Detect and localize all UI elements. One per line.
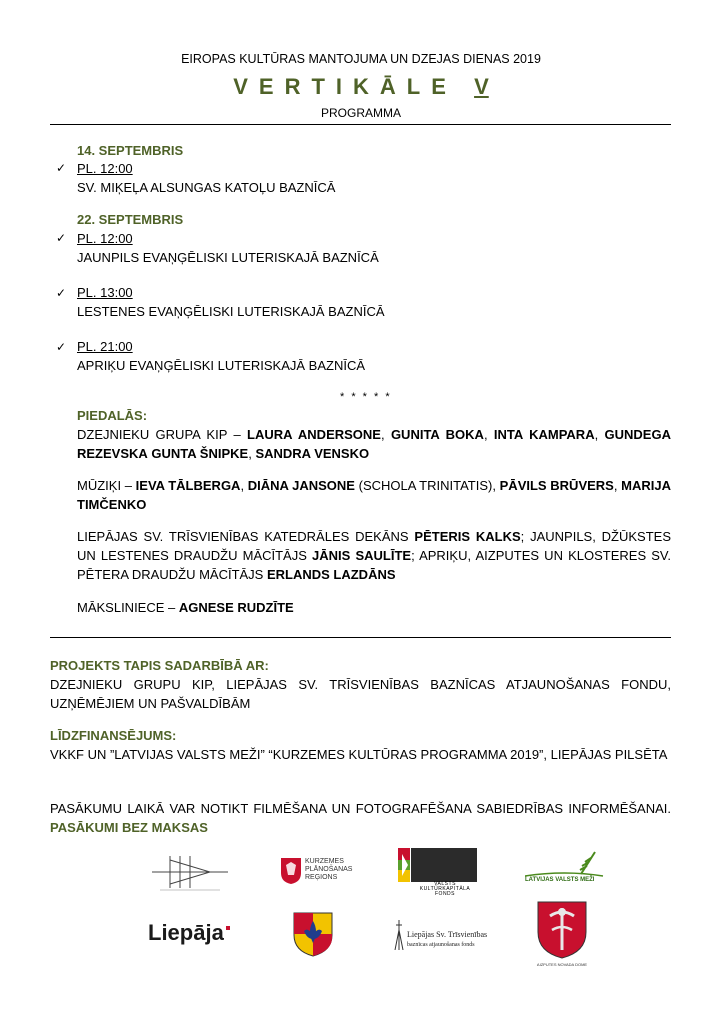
- artist-line: [77, 598, 671, 617]
- clergy-name: ERLANDS LAZDĀNS: [266, 567, 396, 582]
- event-time: PL. 21:00: [77, 339, 133, 354]
- event-time: PL. 13:00: [77, 285, 133, 300]
- musician-note: (SCHOLA TRINITATIS),: [354, 478, 500, 493]
- vkkf-logo-graphic: [398, 848, 478, 882]
- cooperation-heading: PROJEKTS TAPIS SADARBĪBĀ AR:: [50, 658, 269, 673]
- event-title: EIROPAS KULTŪRAS MANTOJUMA UN DZEJAS DIENAS 2019: [181, 52, 541, 66]
- kip-logo-graphic: [150, 852, 230, 892]
- municipality-coat-of-arms: [292, 911, 334, 957]
- clergy-name: PĒTERIS KALKS: [414, 529, 521, 544]
- separator-stars: * * * * *: [340, 391, 392, 403]
- notice-body: PASĀKUMU LAIKĀ VAR NOTIKT FILMĒŠANA UN FOTOGRAFĒŠANA SABIEDRĪBAS INFORMĒŠANAI.: [50, 801, 671, 816]
- checkmark-icon: ✓: [56, 231, 67, 245]
- event-time: PL. 12:00: [77, 231, 133, 246]
- aizpute-shield-icon: [536, 900, 588, 960]
- lvm-tree-icon: [525, 850, 605, 880]
- event-place: APRIĶU EVAŅĢĒLISKI LUTERISKAJĀ BAZNĪCĀ: [77, 358, 366, 373]
- kip-logo: [150, 852, 230, 892]
- checkmark-icon: ✓: [56, 286, 67, 300]
- poet-name: GUNTA ŠNIPKE: [151, 446, 249, 461]
- clergy-paragraph: [77, 527, 671, 584]
- event-item: [77, 159, 671, 197]
- aizpute-caption: AIZPUTES NOVADA DOME: [536, 962, 588, 967]
- poet-name: GUNDEGA REZEVSKA: [77, 427, 671, 461]
- event-item: [77, 229, 671, 267]
- musician-name: DIĀNA JANSONE: [247, 478, 355, 493]
- kurzeme-shield-icon: [280, 857, 302, 885]
- kurzeme-line: REĢIONS: [305, 874, 338, 881]
- lily-shield-icon: [292, 911, 334, 957]
- vkkf-line: KULTŪRKAPITĀLA FONDS: [419, 886, 471, 897]
- clergy-role: LIEPĀJAS SV. TRĪSVIENĪBAS KATEDRĀLES DEKĀNS: [77, 529, 415, 544]
- artist-name: AGNESE RUDZĪTE: [178, 600, 294, 615]
- main-title: [0, 74, 722, 100]
- musician-name: PĀVILS BRŪVERS: [499, 478, 614, 493]
- trinity-line: baznīcas atjaunošanas fonds: [407, 942, 475, 948]
- poet-name: GUNITA BOKA: [390, 427, 484, 442]
- event-place: JAUNPILS EVAŅĢĒLISKI LUTERISKAJĀ BAZNĪCĀ: [77, 250, 379, 265]
- program-subtitle: PROGRAMMA: [320, 106, 401, 120]
- cooperation-text: DZEJNIEKU GRUPU KIP, LIEPĀJAS SV. TRĪSVIENĪBAS BAZNĪCAS ATJAUNOŠANAS FONDU, UZŅĒMĒJIEM UN PAŠVALDĪBĀM: [50, 677, 671, 711]
- free-admission: PASĀKUMI BEZ MAKSAS: [50, 820, 208, 835]
- clergy-role: ; JAUNPILS, DŽŪKSTES UN LESTENES DRAUDŽU MĀCĪTĀJS: [77, 529, 672, 563]
- event-place: LESTENES EVAŅĢĒLISKI LUTERISKAJĀ BAZNĪCĀ: [77, 304, 385, 319]
- kurzeme-line: PLĀNOŠANAS: [305, 866, 353, 873]
- poets-paragraph: DZEJNIEKU GRUPA KIP – LAURA ANDERSONE, GUNITA BOKA, INTA KAMPARA, GUNDEGA REZEVSKA GUNTA ŠNIPKE, SANDRA VENSKO: [77, 427, 671, 461]
- event-item: [77, 283, 671, 321]
- kurzeme-line: KURZEMES: [305, 858, 344, 865]
- date-heading-2: 22. SEPTEMBRIS: [77, 212, 184, 227]
- trinity-logo-text: [407, 930, 487, 950]
- middle-divider: [50, 637, 671, 638]
- main-title-word: VERTIKĀLE: [233, 74, 457, 99]
- musician-name: IEVA TĀLBERGA: [135, 478, 241, 493]
- artist-intro: MĀKSLINIECE –: [77, 600, 179, 615]
- kurzeme-logo-text: [305, 858, 352, 882]
- clergy-name: JĀNIS SAULĪTE: [312, 548, 412, 563]
- event-place: SV. MIĶEĻA ALSUNGAS KATOĻU BAZNĪCĀ: [77, 180, 336, 195]
- liepaja-dot-icon: [226, 926, 230, 930]
- checkmark-icon: ✓: [56, 161, 67, 175]
- musicians-intro: MŪZIĶI –: [77, 478, 136, 493]
- checkmark-icon: ✓: [56, 340, 67, 354]
- cofinancing-text: VKKF UN ”LATVIJAS VALSTS MEŽI” “KURZEMES KULTŪRAS PROGRAMMA 2019”, LIEPĀJAS PILSĒTA: [50, 747, 668, 762]
- lvm-logo: [525, 850, 605, 892]
- trinity-line: Liepājas Sv. Trīsvienības: [407, 930, 488, 939]
- top-divider: [50, 124, 671, 125]
- vkkf-logo-text: [412, 882, 478, 897]
- event-time: PL. 12:00: [77, 161, 133, 176]
- musician-name: MARIJA TIMČENKO: [77, 478, 671, 512]
- aizpute-coat-of-arms: [536, 900, 588, 972]
- poet-name: SANDRA VENSKO: [255, 446, 370, 461]
- poet-name: INTA KAMPARA: [493, 427, 595, 442]
- vkkf-line: VALSTS: [434, 881, 456, 887]
- notice-text: [50, 799, 671, 837]
- trinity-fund-logo: [393, 920, 493, 956]
- cofinancing-heading: LĪDZFINANSĒJUMS:: [50, 728, 177, 743]
- liepaja-wordmark: Liepāja: [148, 920, 224, 945]
- vkkf-logo: [398, 848, 478, 897]
- kurzeme-planning-logo: [280, 857, 360, 887]
- poet-name: LAURA ANDERSONE: [247, 427, 381, 442]
- main-title-suffix: V: [474, 74, 489, 99]
- participants-heading: PIEDALĀS:: [77, 408, 148, 423]
- musicians-paragraph: MŪZIĶI – IEVA TĀLBERGA, DIĀNA JANSONE (SCHOLA TRINITATIS), PĀVILS BRŪVERS, MARIJA TIMČENKO: [77, 478, 671, 512]
- lvm-logo-text: LATVIJAS VALSTS MEŽI: [525, 877, 595, 883]
- poets-intro: DZEJNIEKU GRUPA KIP –: [77, 427, 248, 442]
- event-item: [77, 337, 671, 375]
- clergy-role: ; APRIĶU, AIZPUTES UN KLOSTERES SV. PĒTERA DRAUDŽU MĀCĪTĀJS: [77, 548, 671, 582]
- liepaja-logo: [148, 920, 238, 950]
- church-spire-icon: [393, 920, 405, 950]
- date-heading-1: 14. SEPTEMBRIS: [77, 143, 184, 158]
